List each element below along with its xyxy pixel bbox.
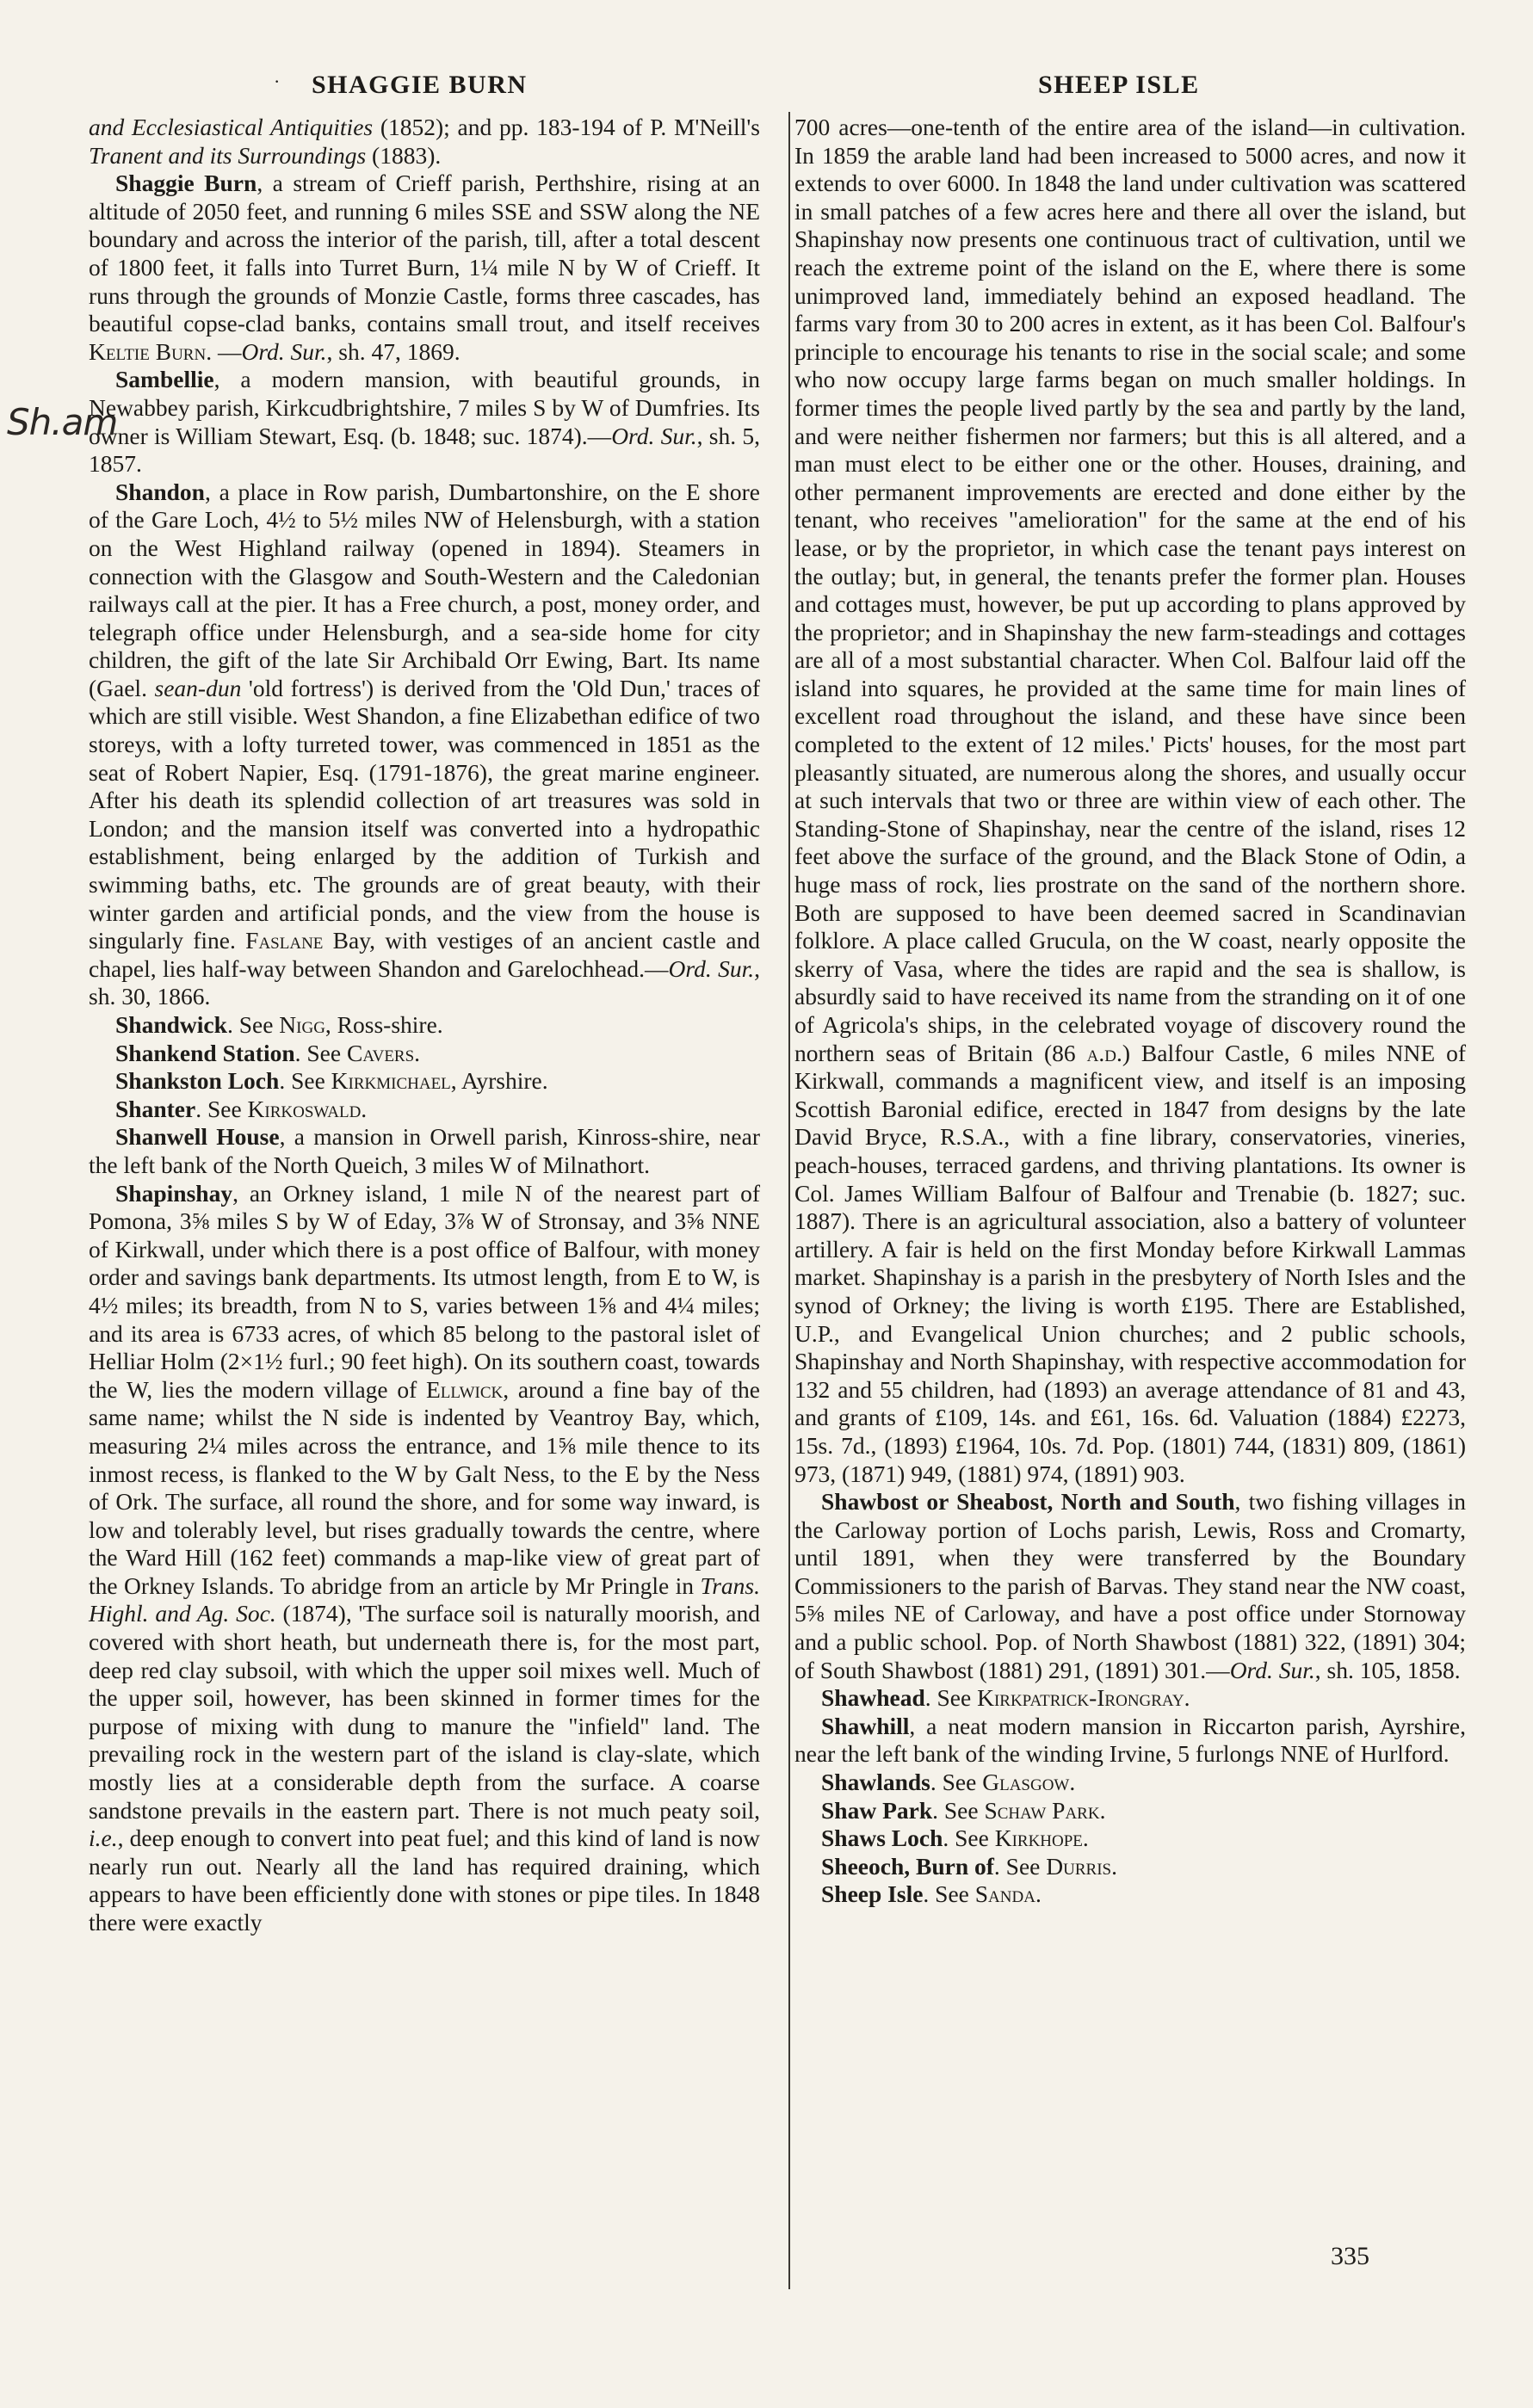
entry-text: , sh. 47, 1869. <box>326 337 461 365</box>
entry-sheeoch-burn <box>794 1853 1466 1881</box>
entry-text: Ellwick <box>425 1375 504 1403</box>
entry-text: . See <box>932 1796 985 1824</box>
entry-headword: Shanwell House <box>115 1123 280 1151</box>
entry-text: (1874), 'The surface soil is naturally moorish, and covered with short heath, but underneath there is, for the most part, deep red clay subsoil, with which the upper soil mixes well. Much of the upper soil, however, has been skinned in former times for the purpose of mixing with dung to manure the "infield" land. The prevailing rock in the western part of the island is clay-slate, which mostly lies at a considerable depth from the surface. A coarse sandstone prevails in the eastern part. There is not much peaty soil, <box>89 1600 760 1824</box>
entry-text: . <box>361 1095 368 1122</box>
entry-shandwick <box>89 1011 760 1040</box>
entry-text: , a stream of Crieff parish, Perthshire, rising at an altitude of 2050 feet, and running 6 miles SSE and SSW along the NE boundary and across the interior of the parish, till, after a total descent of 1800 feet, it falls into Turret Burn, 1¼ mile N by W of Crieff. It runs through the grounds of Monzie Castle, forms three cascades, has beautiful copse-clad banks, contains small trout, and itself receives <box>89 170 761 337</box>
entry-text: . See <box>923 1880 975 1908</box>
entry-headword: Shankston Loch <box>115 1067 280 1095</box>
entry-shaggie-burn <box>89 170 760 366</box>
entry-text: Sanda <box>974 1880 1035 1908</box>
entry-sheep-isle <box>794 1880 1466 1909</box>
entry-headword: Shanter <box>115 1095 196 1122</box>
entry-text: Glasgow <box>982 1769 1070 1796</box>
entry-text: Faslane <box>245 927 324 954</box>
entry-headword: Shawhill <box>821 1712 910 1739</box>
entry-headword: Shaggie Burn <box>115 170 257 197</box>
entry-text: a.d. <box>1086 1039 1122 1066</box>
entry-text: , two fishing villages in the Carloway portion of Lochs parish, Lewis, Ross and Cromarty, until 1891, when they were transferred by the Boundary Commissioners to the parish of Barvas. They stand near the NW coast, 5⅝ miles NE of Carloway, and have a post office under Stornoway and a public school. Pop. of North Shawbost (1881) 322, (1891) 304; of South Shawbost (1881) 291, (1891) 301.— <box>794 1488 1466 1683</box>
entry-text: 'old fortress') is derived from the 'Old Dun,' traces of which are still visible. West Shandon, a fine Elizabethan edifice of two storeys, with a lofty turreted tower, was commenced in 1851 as the seat of Robert Napier, Esq. (1791-1876), the great marine engineer. After his death its splendid collection of art treasures was sold in London; and the mansion itself was converted into a hydropathic establishment, being enlarged by the addition of Turkish and swimming baths, etc. The grounds are of great beauty, with their winter garden and artificial ponds, and the view from the house is singularly fine. <box>89 674 760 954</box>
page-number: 335 <box>1331 2242 1369 2270</box>
entry-text: Schaw Park <box>984 1796 1100 1824</box>
entry-text: Ord. Sur. <box>1229 1656 1315 1683</box>
entry-text: i.e. <box>89 1825 118 1852</box>
entry-shawhead <box>794 1684 1466 1713</box>
entry-headword: Shaws Loch <box>821 1825 943 1852</box>
entry-text: . See <box>924 1684 978 1712</box>
column-divider <box>788 112 790 2289</box>
entry-text: (1852); and pp. 183-194 of P. M'Neill's <box>373 114 760 140</box>
entry-shandon <box>89 479 760 1011</box>
entry-text: . See <box>930 1769 983 1796</box>
entry-text: Kirkmichael <box>331 1067 451 1095</box>
entry-headword: Sheeoch, Burn of <box>821 1852 994 1880</box>
entry-text: . <box>1099 1796 1106 1824</box>
entry-text: . See <box>294 1039 347 1066</box>
entry-sambellie <box>89 366 760 478</box>
entry-text: Tranent and its Surroundings <box>89 141 367 169</box>
entry-text: . <box>1111 1852 1117 1880</box>
entry-text: , a modern mansion, with beautiful grounds, in Newabbey parish, Kirkcudbrightshire, 7 miles S by W of Dumfries. Its owner is William Stewart, Esq. (b. 1848; suc. 1874).— <box>89 366 760 449</box>
entry-headword: Shankend Station <box>115 1039 295 1066</box>
entry-text: Ord. Sur. <box>668 954 755 982</box>
entry-shankend-station <box>89 1040 760 1068</box>
entry-text: Trans. Highl. and Ag. Soc. <box>89 1571 760 1627</box>
entry-text: , an Orkney island, 1 mile N of the nearest part of Pomona, 3⅝ miles S by W of Eday, 3⅞ W of Stronsay, and 3⅝ NNE of Kirkwall, under which there is a post office of Balfour, with money order and savings bank departments. Its utmost length, from E to W, is 4½ miles; its breadth, from N to S, varies between 1⅝ and 4¼ miles; and its area is 6733 acres, of which 85 belong to the pastoral islet of Helliar Holm (2×1½ furl.; 90 feet high). On its southern coast, towards the W, lies the modern village of <box>89 1179 761 1403</box>
entry-shankston-loch <box>89 1067 760 1096</box>
entry-text: Keltie Burn <box>89 337 207 365</box>
entry-headword: Shandwick <box>115 1011 227 1038</box>
entry-text: , deep enough to convert into peat fuel; and this kind of land is now nearly run out. Nearly all the land has required draining, which appears to have been efficiently done with stones or pipe tiles. In 1848 there were exactly <box>89 1825 760 1936</box>
entry-headword: Shawhead <box>821 1684 925 1712</box>
entry-text: sean-dun <box>154 674 242 701</box>
entry-text: Kirkpatrick-Irongray <box>977 1684 1184 1712</box>
entry-text: Kirkhope <box>994 1825 1083 1852</box>
entry-shaws-loch <box>794 1825 1466 1853</box>
entry-text: Ord. Sur. <box>611 422 697 449</box>
entry-text: . <box>1082 1825 1089 1852</box>
right-column <box>794 114 1466 1909</box>
entry-shawhill <box>794 1713 1466 1769</box>
entry-text: . See <box>993 1852 1047 1880</box>
entry-shanwell-house <box>89 1123 760 1179</box>
handwritten-margin-note: Sh.am <box>7 401 118 443</box>
entry-text: , around a fine bay of the same name; whilst the N side is indented by Veantroy Bay, which, measuring 2¼ miles across the entrance, and 1⅝ mile thence to its inmost recess, is flanked to the W by Galt Ness, to the E by the Ness of Ork. The surface, all round the shore, and for some way inward, is low and tolerably level, but rises gradually towards the centre, where the Ward Hill (162 feet) commands a map-like view of great part of the Orkney Islands. To abridge from an article by Mr Pringle in <box>89 1375 760 1599</box>
entry-shapinshay-continued <box>794 114 1466 1488</box>
entry-headword: Sambellie <box>115 366 214 393</box>
header-mark: · <box>274 71 281 92</box>
entry-text: Bay, with vestiges of an ancient castle and chapel, lies half-way between Shandon and Garelochhead.— <box>89 927 760 982</box>
running-head-left: SHAGGIE BURN <box>312 71 528 99</box>
entry-text: . <box>414 1039 421 1066</box>
entry-text: Durris <box>1046 1852 1112 1880</box>
entry-text: . <box>1035 1880 1042 1908</box>
entry-text: . See <box>279 1067 331 1095</box>
entry-text: 700 acres—one-tenth of the entire area of the island—in cultivation. In 1859 the arable land had been increased to 5000 acres, and now it extends to over 6000. In 1848 the land under cultivation was scattered in small patches of a few acres here and there all over the island, but Shapinshay now presents one continuous tract of cultivation, until we reach the extreme point of the island on the E, where there is some unimproved land, immediately behind an exposed headland. The farms vary from 30 to 200 acres in extent, as it has been Col. Balfour's principle to encourage his tenants to rise in the social scale; and some who now occupy large farms began on much smaller holdings. In former times the people lived partly by the sea and partly by the land, and were neither fishermen nor farmers; but this is all altered, and a man must elect to be either one or the other. Houses, draining, and other permanent improvements are erected and done either by the tenant, who receives "amelioration" for the same at the end of his lease, or by the proprietor, in which case the tenant pays interest on the outlay; but, in general, the tenants prefer the former plan. Houses and cottages must, however, be put up according to plans approved by the proprietor; and in Shapinshay the new farm-steadings and cottages are all of a most substantial character. When Col. Balfour laid off the island into squares, he provided at the same time for main lines of excellent road throughout the island, and these have since been completed to the extent of 12 miles.' Picts' houses, for the most part pleasantly situated, are numerous along the shores, and usually occur at such intervals that two or three are within view of each other. The Standing-Stone of Shapinshay, near the centre of the island, rises 12 feet above the surface of the ground, and the Black Stone of Odin, a huge mass of rock, lies prostrate on the sand of the northern shore. Both are supposed to have been deemed sacred in Scandinavian folklore. A place called Grucula, on the W coast, nearly opposite the skerry of Vasa, where the tides are rapid and the sea is shallow, is absurdly said to have received its name from the stranding on it of one of Agricola's ships, in the celebrated voyage of discovery round the northern seas of Britain (86 <box>794 114 1466 1066</box>
entry-text: , a neat modern mansion in Riccarton parish, Ayrshire, near the left bank of the winding Irvine, 5 furlongs NNE of Hurlford. <box>794 1712 1466 1768</box>
entry-shanter <box>89 1096 760 1124</box>
entry-text: . — <box>206 337 242 365</box>
entry-text: Ord. Sur. <box>241 337 327 365</box>
entry-shaw-park <box>794 1797 1466 1825</box>
entry-text: , sh. 30, 1866. <box>89 954 760 1010</box>
entry-headword: Shaw Park <box>821 1796 933 1824</box>
entry-shapinshay <box>89 1180 760 1937</box>
entry-text: , sh. 5, 1857. <box>89 422 761 478</box>
entry-headword: Shapinshay <box>115 1179 233 1207</box>
entry-text: Cavers <box>346 1039 415 1066</box>
entry-headword: Sheep Isle <box>821 1880 924 1908</box>
entry-text: , Ayrshire. <box>450 1067 548 1095</box>
entry-text: Kirkoswald <box>247 1095 362 1122</box>
entry-headword: Shawlands <box>821 1769 930 1796</box>
entry-text: Nigg <box>279 1011 325 1038</box>
entry-text: and Ecclesiastical Antiquities <box>89 114 374 140</box>
entry-text: ) Balfour Castle, 6 miles NNE of Kirkwall, commands a magnificent view, and itself is an imposing Scottish Baronial edifice, erected in 1847 from designs by the late David Bryce, R.S.A., with a fine library, conservatories, vineries, peach-houses, terraced gardens, and thriving plantations. Its owner is Col. James William Balfour of Balfour and Trenabie (b. 1827; suc. 1887). There is an agricultural association, also a battery of volunteer artillery. A fair is held on the first Monday before Kirkwall Lammas market. Shapinshay is a parish in the presbytery of North Isles and the synod of Orkney; the living is worth £195. There are Established, U.P., and Evangelical Union churches; and 2 public schools, Shapinshay and North Shapinshay, with respective accommodation for 132 and 55 children, had (1893) an average attendance of 81 and 43, and grants of £109, 14s. and £61, 16s. 6d. Valuation (1884) £2273, 15s. 7d., (1893) £1964, 10s. 7d. Pop. (1801) 744, (1831) 809, (1861) 973, (1871) 949, (1881) 974, (1891) 903. <box>794 1039 1466 1487</box>
entry-headword: Shandon <box>115 478 205 505</box>
entry-text: (1883). <box>366 141 442 169</box>
entry-text: , Ross-shire. <box>325 1011 443 1038</box>
entry-text: , a mansion in Orwell parish, Kinross-shire, near the left bank of the North Queich, 3 miles W of Milnathort. <box>89 1123 760 1178</box>
entry-headword: Shawbost or Sheabost, North and South <box>821 1488 1235 1516</box>
running-head-right: SHEEP ISLE <box>1038 71 1200 99</box>
left-column <box>89 114 760 1937</box>
entry-shawbost <box>794 1488 1466 1684</box>
entry-shawlands <box>794 1769 1466 1797</box>
entry-text: . <box>1069 1769 1076 1796</box>
entry-text: , sh. 105, 1858. <box>1314 1656 1461 1683</box>
entry-text: . See <box>226 1011 280 1038</box>
entry-text: , a place in Row parish, Dumbartonshire, on the E shore of the Gare Loch, 4½ to 5½ miles NW of Helensburgh, with a station on the West Highland railway (opened in 1894). Steamers in connection with the Glasgow and South-Western and the Caledonian railways call at the pier. It has a Free church, a post, money order, and telegraph office under Helensburgh, and a sea-side home for city children, the gift of the late Sir Archibald Orr Ewing, Bart. Its name (Gael. <box>89 478 760 701</box>
entry-intro-continuation <box>89 114 760 170</box>
entry-text: . <box>1184 1684 1190 1712</box>
entry-text: . See <box>943 1825 995 1852</box>
entry-text: . See <box>195 1095 248 1122</box>
